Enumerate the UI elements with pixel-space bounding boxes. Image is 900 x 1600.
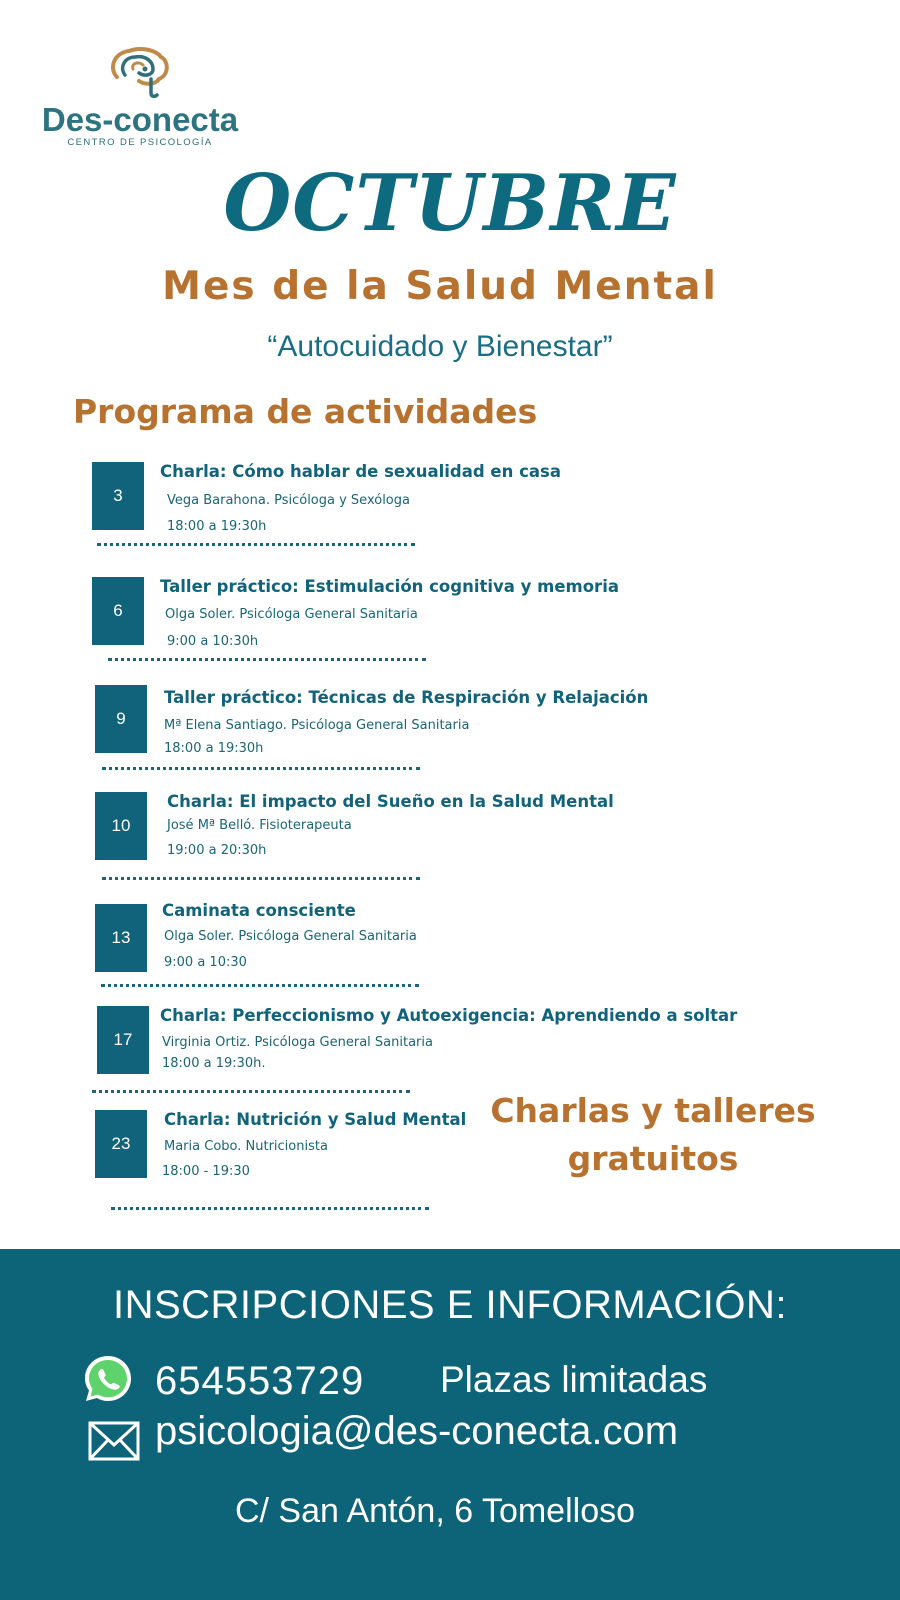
event-time: 18:00 - 19:30: [162, 1164, 250, 1179]
event-item: [0, 901, 900, 1014]
event-time: 18:00 a 19:30h: [167, 519, 267, 534]
event-time: 18:00 a 19:30h: [164, 741, 264, 756]
tagline: “Autocuidado y Bienestar”: [267, 330, 613, 363]
event-speaker: Virginia Ortiz. Psicóloga General Sanitaria: [162, 1035, 433, 1050]
free-talks-promo: [488, 1087, 818, 1183]
contact-footer: [0, 1249, 900, 1600]
event-title: Charla: Cómo hablar de sexualidad en casa: [160, 462, 561, 481]
event-speaker: Maria Cobo. Nutricionista: [164, 1139, 328, 1154]
event-title: Taller práctico: Estimulación cognitiva y memoria: [160, 577, 619, 596]
event-speaker: José Mª Belló. Fisioterapeuta: [167, 818, 352, 833]
event-speaker: Olga Soler. Psicóloga General Sanitaria: [165, 607, 418, 622]
limited-places: Plazas limitadas: [440, 1359, 708, 1400]
event-item: [0, 577, 900, 687]
address: C/ San Antón, 6 Tomelloso: [234, 1492, 636, 1530]
event-title: Charla: Perfeccionismo y Autoexigencia: Aprendiendo a soltar: [160, 1006, 738, 1025]
promo-line-2: gratuitos: [567, 1139, 739, 1178]
event-day-box: 13: [95, 904, 147, 972]
event-title: Caminata consciente: [162, 901, 356, 920]
program-heading: Programa de actividades: [73, 392, 538, 431]
event-day-box: 9: [95, 685, 147, 753]
event-time: 19:00 a 20:30h: [167, 843, 267, 858]
whatsapp-icon: [82, 1353, 134, 1405]
event-time: 9:00 a 10:30: [164, 955, 247, 970]
event-day-box: 6: [92, 577, 144, 645]
dotted-divider: [111, 1207, 429, 1210]
promo-line-1: Charlas y talleres: [490, 1091, 816, 1130]
event-day-box: 23: [95, 1110, 147, 1178]
brand-logo: [40, 45, 240, 150]
dotted-divider: [92, 1090, 410, 1093]
event-day-box: 17: [97, 1006, 149, 1074]
page-subtitle: Mes de la Salud Mental: [162, 264, 718, 309]
dotted-divider: [102, 877, 420, 880]
dotted-divider: [97, 543, 415, 546]
event-speaker: Mª Elena Santiago. Psicóloga General Sanitaria: [164, 718, 470, 733]
event-speaker: Olga Soler. Psicóloga General Sanitaria: [164, 929, 417, 944]
month-title: OCTUBRE: [223, 158, 677, 249]
brand-name: Des-conecta: [41, 101, 239, 138]
dotted-divider: [102, 767, 420, 770]
brand-subtitle: CENTRO DE PSICOLOGÍA: [67, 137, 213, 148]
event-title: Charla: Nutrición y Salud Mental: [164, 1110, 467, 1129]
event-item: [0, 792, 900, 902]
dotted-divider: [101, 984, 419, 987]
event-item: [0, 462, 900, 572]
footer-heading: INSCRIPCIONES E INFORMACIÓN:: [112, 1283, 788, 1327]
event-day-box: 10: [95, 792, 147, 860]
event-title: Charla: El impacto del Sueño en la Salud Mental: [167, 792, 614, 811]
event-item: [0, 685, 900, 795]
event-time: 9:00 a 10:30h: [167, 634, 259, 649]
phone-number[interactable]: 654553729: [155, 1359, 365, 1403]
envelope-icon: [88, 1421, 140, 1461]
email-address[interactable]: psicologia@des-conecta.com: [155, 1409, 679, 1453]
dotted-divider: [108, 658, 426, 661]
brain-logo-icon: [105, 45, 175, 100]
event-time: 18:00 a 19:30h.: [162, 1056, 266, 1071]
event-day-box: 3: [92, 462, 144, 530]
event-title: Taller práctico: Técnicas de Respiración y Relajación: [164, 688, 649, 707]
event-speaker: Vega Barahona. Psicóloga y Sexóloga: [167, 493, 410, 508]
